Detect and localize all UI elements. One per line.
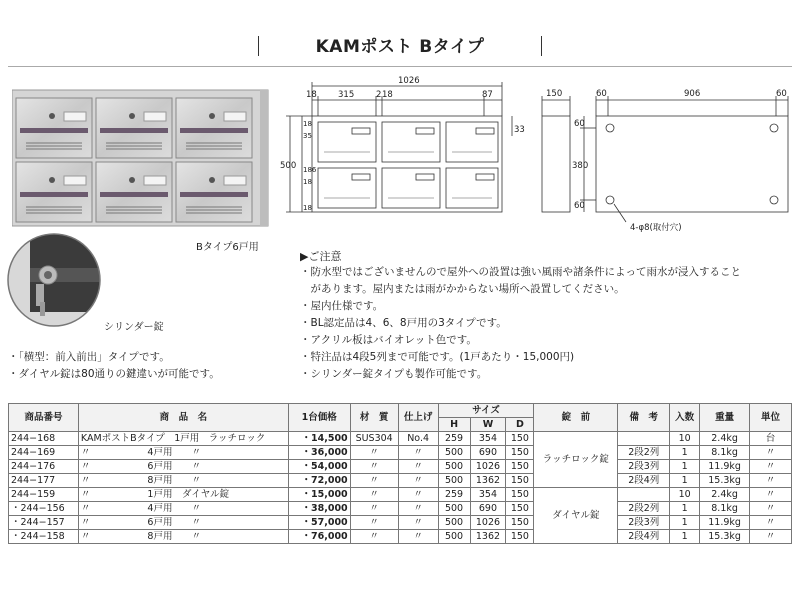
cell-name: 〃 1戸用 ダイヤル錠 <box>78 488 288 502</box>
note-item: があります。屋内または雨がかからない場所へ設置してください。 <box>300 283 625 295</box>
cell-d: 150 <box>506 474 534 488</box>
cell-finish: 〃 <box>398 460 438 474</box>
cell-code: 244−168 <box>9 432 79 446</box>
cell-price: ・36,000 <box>288 446 350 460</box>
header-finish: 仕上げ <box>398 404 438 432</box>
header-code: 商品番号 <box>9 404 79 432</box>
header-lock: 錠 前 <box>534 404 618 432</box>
cell-material: 〃 <box>350 502 398 516</box>
cell-code: ・244−156 <box>9 502 79 516</box>
dim-2: 2 <box>376 90 382 100</box>
cell-weight: 8.1kg <box>700 502 750 516</box>
table-row <box>9 460 792 474</box>
cell-name: 〃 8戸用 〃 <box>78 530 288 544</box>
cell-unit: 〃 <box>750 516 792 530</box>
cell-w: 1026 <box>470 460 506 474</box>
feature-list <box>8 349 220 383</box>
table-row <box>9 432 792 446</box>
cell-lock-dial: ダイヤル錠 <box>534 488 618 544</box>
cell-weight: 2.4kg <box>700 432 750 446</box>
cell-qty: 1 <box>670 530 700 544</box>
cell-lock-latch: ラッチロック錠 <box>534 432 618 488</box>
cell-remark: 2段2列 <box>618 446 670 460</box>
cell-finish: 〃 <box>398 516 438 530</box>
cell-unit: 〃 <box>750 488 792 502</box>
header-qty: 入数 <box>670 404 700 432</box>
cell-d: 150 <box>506 446 534 460</box>
cell-w: 1026 <box>470 516 506 530</box>
cell-qty: 1 <box>670 460 700 474</box>
cell-price: ・14,500 <box>288 432 350 446</box>
cell-code: 244−176 <box>9 460 79 474</box>
cell-h: 500 <box>438 530 470 544</box>
cell-unit: 〃 <box>750 446 792 460</box>
front-view-outline <box>312 116 502 212</box>
cell-qty: 1 <box>670 474 700 488</box>
header-price: 1台価格 <box>288 404 350 432</box>
cell-d: 150 <box>506 530 534 544</box>
cell-name: KAMポストBタイプ 1戸用 ラッチロック <box>78 432 288 446</box>
header-size: サイズ <box>438 404 534 418</box>
cell-name: 〃 6戸用 〃 <box>78 516 288 530</box>
note-item: ・防水型ではございませんので屋外への設置は強い風雨や諸条件によって雨水が浸入すること <box>300 266 741 278</box>
cell-weight: 11.9kg <box>700 516 750 530</box>
cell-material: 〃 <box>350 516 398 530</box>
note-item: ・屋内仕様です。 <box>300 300 384 312</box>
header-name: 商 品 名 <box>78 404 288 432</box>
dim-h-60a: 60 <box>574 119 585 129</box>
dim-18b: 18 <box>382 90 393 100</box>
dim-h-60b: 60 <box>574 201 585 211</box>
cell-h: 500 <box>438 460 470 474</box>
cell-d: 150 <box>506 502 534 516</box>
dim-h-18a: 18 <box>303 120 312 128</box>
cell-d: 150 <box>506 488 534 502</box>
table-row <box>9 474 792 488</box>
cell-finish: 〃 <box>398 446 438 460</box>
header-rule <box>8 66 792 67</box>
side-view-outline <box>542 116 570 212</box>
cell-unit: 〃 <box>750 474 792 488</box>
hole-label: 4-φ8(取付穴) <box>630 223 682 233</box>
note-item: ・特注品は4段5列まで可能です。(1戸あたり・15,000円) <box>300 351 575 363</box>
cell-material: 〃 <box>350 488 398 502</box>
cell-qty: 10 <box>670 432 700 446</box>
cell-name: 〃 8戸用 〃 <box>78 474 288 488</box>
header-unit: 単位 <box>750 404 792 432</box>
cell-price: ・72,000 <box>288 474 350 488</box>
title-divider-right <box>541 36 542 56</box>
cell-code: 244−159 <box>9 488 79 502</box>
cell-finish: 〃 <box>398 502 438 516</box>
dim-height-total: 500 <box>280 161 297 171</box>
cell-unit: 〃 <box>750 530 792 544</box>
dim-87: 87 <box>482 90 493 100</box>
dim-33: 33 <box>514 125 525 135</box>
cell-material: 〃 <box>350 460 398 474</box>
table-row <box>9 502 792 516</box>
cell-qty: 1 <box>670 446 700 460</box>
cell-price: ・54,000 <box>288 460 350 474</box>
cell-weight: 15.3kg <box>700 530 750 544</box>
cell-w: 690 <box>470 446 506 460</box>
notes-title: ▶ご注意 <box>300 250 342 263</box>
cell-h: 500 <box>438 516 470 530</box>
feature-item: ・「横型：前入前出」タイプです。 <box>8 351 170 363</box>
cell-material: 〃 <box>350 474 398 488</box>
dim-w-906: 906 <box>684 89 701 99</box>
cell-price: ・57,000 <box>288 516 350 530</box>
cell-qty: 1 <box>670 502 700 516</box>
cell-name: 〃 6戸用 〃 <box>78 460 288 474</box>
header-h: H <box>438 418 470 432</box>
cylinder-caption: シリンダー錠 <box>104 322 164 333</box>
header-weight: 重量 <box>700 404 750 432</box>
cell-code: 244−169 <box>9 446 79 460</box>
dim-315: 315 <box>338 90 355 100</box>
feature-item: ・ダイヤル錠は80通りの鍵違いが可能です。 <box>8 368 220 380</box>
dim-18a: 18 <box>306 90 317 100</box>
dim-h-18c: 18 <box>303 204 312 212</box>
cell-w: 354 <box>470 488 506 502</box>
header-remark: 備 考 <box>618 404 670 432</box>
cell-material: 〃 <box>350 530 398 544</box>
cell-name: 〃 4戸用 〃 <box>78 502 288 516</box>
cell-w: 1362 <box>470 474 506 488</box>
cell-remark: 2段3列 <box>618 516 670 530</box>
dim-depth: 150 <box>546 89 563 99</box>
cell-h: 259 <box>438 432 470 446</box>
cell-w: 1362 <box>470 530 506 544</box>
back-view-outline <box>596 116 788 212</box>
cell-remark: 2段2列 <box>618 502 670 516</box>
product-photo <box>12 88 270 228</box>
cell-d: 150 <box>506 460 534 474</box>
cell-finish: 〃 <box>398 488 438 502</box>
cell-finish: 〃 <box>398 530 438 544</box>
cell-material: 〃 <box>350 446 398 460</box>
cell-remark: 2段4列 <box>618 474 670 488</box>
cell-h: 500 <box>438 502 470 516</box>
cell-unit: 〃 <box>750 460 792 474</box>
header-d: D <box>506 418 534 432</box>
cell-price: ・15,000 <box>288 488 350 502</box>
page-title: KAMポスト Bタイプ <box>315 37 485 57</box>
spec-table <box>8 403 792 544</box>
note-item: ・アクリル板はバイオレット色です。 <box>300 334 477 346</box>
table-header-row <box>9 404 792 418</box>
cell-remark: 2段3列 <box>618 460 670 474</box>
cell-material: SUS304 <box>350 432 398 446</box>
header-w: W <box>470 418 506 432</box>
cell-weight: 15.3kg <box>700 474 750 488</box>
note-item: ・シリンダー錠タイプも製作可能です。 <box>300 368 488 380</box>
cell-d: 150 <box>506 516 534 530</box>
header-material: 材 質 <box>350 404 398 432</box>
technical-drawing <box>280 72 800 240</box>
cell-unit: 台 <box>750 432 792 446</box>
cell-name: 〃 4戸用 〃 <box>78 446 288 460</box>
dim-w-60a: 60 <box>596 89 607 99</box>
cell-finish: No.4 <box>398 432 438 446</box>
cell-remark <box>618 488 670 502</box>
cell-price: ・38,000 <box>288 502 350 516</box>
table-row <box>9 488 792 502</box>
dim-h-35: 35 <box>303 132 312 140</box>
photo-caption: Bタイプ6戸用 <box>196 242 259 253</box>
cell-weight: 2.4kg <box>700 488 750 502</box>
cell-w: 354 <box>470 432 506 446</box>
cell-qty: 1 <box>670 516 700 530</box>
cell-weight: 8.1kg <box>700 446 750 460</box>
cell-remark: 2段4列 <box>618 530 670 544</box>
cell-finish: 〃 <box>398 474 438 488</box>
cell-remark <box>618 432 670 446</box>
cell-d: 150 <box>506 432 534 446</box>
cell-h: 500 <box>438 474 470 488</box>
cell-w: 690 <box>470 502 506 516</box>
dim-h-186: 186 <box>303 166 317 174</box>
cell-h: 259 <box>438 488 470 502</box>
cylinder-lock-photo <box>6 232 102 328</box>
table-row <box>9 516 792 530</box>
dim-w-60b: 60 <box>776 89 787 99</box>
dim-total-width: 1026 <box>398 76 420 86</box>
cell-weight: 11.9kg <box>700 460 750 474</box>
cell-price: ・76,000 <box>288 530 350 544</box>
dim-h-18b: 18 <box>303 178 312 186</box>
cell-h: 500 <box>438 446 470 460</box>
cell-unit: 〃 <box>750 502 792 516</box>
cell-code: 244−177 <box>9 474 79 488</box>
cell-code: ・244−157 <box>9 516 79 530</box>
table-row <box>9 446 792 460</box>
dim-h-380: 380 <box>572 161 589 171</box>
note-item: ・BL認定品は4、6、8戸用の3タイプです。 <box>300 317 507 329</box>
notes-list <box>300 264 796 383</box>
cell-qty: 10 <box>670 488 700 502</box>
cell-code: ・244−158 <box>9 530 79 544</box>
table-row <box>9 530 792 544</box>
